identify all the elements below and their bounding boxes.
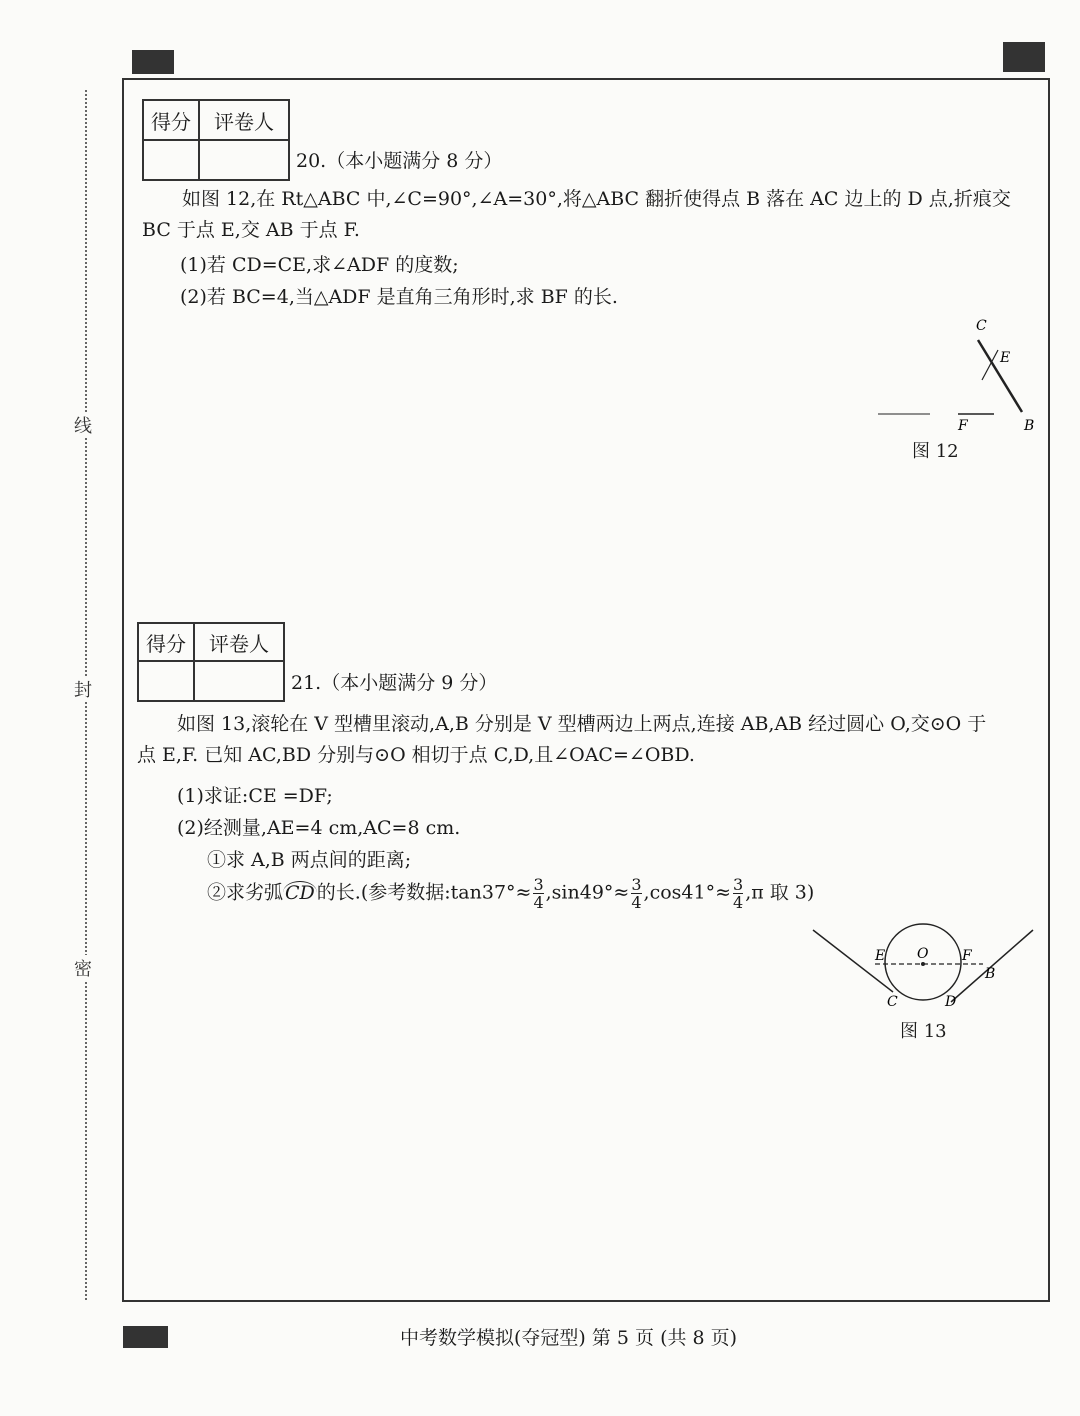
q20-stem [142,184,1042,246]
q20-sub2: (2)若 BC=4,当△ADF 是直角三角形时,求 BF 的长. [180,286,618,308]
fig13-label-b: B [985,966,996,982]
fig13-label-f: F [962,948,972,964]
q21-grader-cell[interactable] [194,661,284,701]
q21-sub1: (1)求证:CE =DF; [177,785,333,807]
q20-stem-line1: 如图 12,在 Rt△ABC 中,∠C=90°,∠A=30°,将△ABC 翻折使得点 B 落在 AC 边上的 D 点,折痕交 [182,188,1011,210]
fig13-label-e: E [875,948,886,964]
fig12-label-c: C [976,318,987,334]
q21-stem [137,709,1042,771]
page-footer: 中考数学模拟(夺冠型) 第 5 页 (共 8 页) [400,1327,738,1349]
fig13-center-dot [921,962,925,966]
q21-sin-fraction [631,876,641,911]
figure-12-caption: 图 12 [912,441,959,462]
fig12-fold-line [982,350,998,380]
q21-score-table [137,622,285,702]
fig13-label-c: C [887,994,898,1010]
q21-sin-text: ,sin49°≈ [545,881,630,904]
fig12-label-f: F [958,418,968,434]
q21-tan-fraction [533,876,543,911]
q21-sub2b [207,876,814,911]
q21-score-label: 得分 [138,623,194,661]
q21-sub2a: ①求 A,B 两点间的距离; [207,849,412,871]
margin-char-feng: 封 [74,676,92,702]
q21-tan-den: 4 [533,893,544,912]
figure-12 [870,312,1050,442]
q20-sub1: (1)若 CD=CE,求∠ADF 的度数; [180,254,459,276]
fig13-label-d: D [945,994,957,1010]
fig12-label-b: B [1024,418,1035,434]
corner-marker-top-right [1003,42,1045,72]
q21-cos-den: 4 [733,893,744,912]
q21-score-cell[interactable] [138,661,194,701]
q20-score-table [142,99,290,181]
q21-stem-line2: 点 E,F. 已知 AC,BD 分别与⊙O 相切于点 C,D,且∠OAC=∠OBD. [137,744,695,766]
q20-title: 20.（本小题满分 8 分） [296,150,503,172]
figure-13 [805,920,1045,1020]
q20-score-cell[interactable] [143,140,199,180]
fig13-label-o: O [917,946,929,962]
q20-score-label: 得分 [143,100,199,140]
margin-char-mi: 密 [74,955,92,981]
q21-sin-den: 4 [631,893,642,912]
q21-pi-text: ,π 取 3) [745,881,815,904]
q21-tan-num: 3 [533,875,544,894]
q21-sin-num: 3 [631,875,642,894]
q21-cos-num: 3 [733,875,744,894]
q21-grader-label: 评卷人 [194,623,284,661]
q20-stem-line2: BC 于点 E,交 AB 于点 F. [142,219,360,241]
q21-sub2b-mid: 的长.(参考数据:tan37°≈ [316,881,532,904]
q20-grader-cell[interactable] [199,140,289,180]
q21-sub2: (2)经测量,AE=4 cm,AC=8 cm. [177,817,461,839]
q21-sub2b-prefix: ②求劣弧 [207,881,284,904]
q21-cos-text: ,cos41°≈ [643,881,731,904]
q21-cos-fraction [733,876,743,911]
q21-arc-cd: CD [285,881,315,904]
q21-title: 21.（本小题满分 9 分） [291,672,498,694]
q20-grader-label: 评卷人 [199,100,289,140]
fig12-label-e: E [1000,350,1011,366]
q21-stem-line1: 如图 13,滚轮在 V 型槽里滚动,A,B 分别是 V 型槽两边上两点,连接 AB,AB 经过圆心 O,交⊙O 于 [177,713,987,735]
figure-13-caption: 图 13 [900,1021,947,1042]
corner-marker-bottom-left [123,1326,168,1348]
corner-marker-top-left [132,50,174,74]
margin-char-xian: 线 [74,412,92,438]
